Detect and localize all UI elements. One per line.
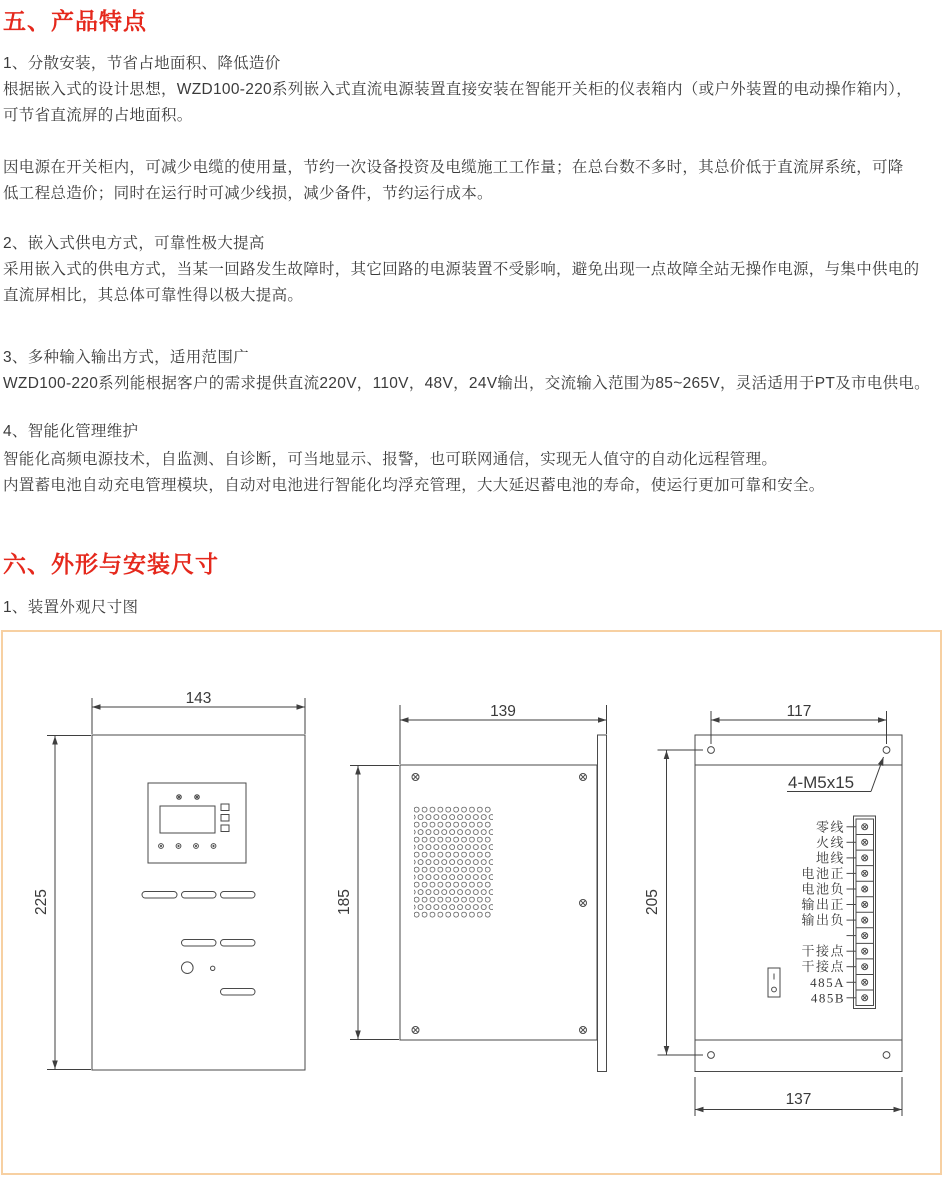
power-switch [768, 968, 780, 997]
panel-button-icon [194, 844, 199, 849]
side-flange-outline [598, 735, 607, 1072]
terminal-label: 干接点 [801, 959, 845, 975]
vent-slot [221, 940, 256, 947]
knob-circle [182, 962, 194, 974]
side-view-drawing [336, 703, 607, 1072]
front-height-dim: 225 [33, 889, 50, 915]
vent-slot [182, 892, 217, 899]
vent-slot [142, 892, 177, 899]
terminal-label: 输出负 [801, 912, 845, 928]
terminal-label: 火线 [815, 834, 845, 850]
vent-slot [221, 989, 256, 996]
back-hole-height-dim: 205 [644, 889, 661, 915]
back-hole-width-dim: 117 [786, 703, 812, 720]
terminal-label: 485A [810, 974, 845, 990]
panel-button-icon [176, 844, 181, 849]
vent-slot [182, 940, 217, 947]
led-indicator-icon [177, 795, 182, 800]
feature2-line1: 采用嵌入式的供电方式，当某一回路发生故障时，其它回路的电源装置不受影响，避免出现一点故障全站无操作电源，与集中供电的 [3, 261, 920, 278]
terminal-screw-icon [862, 995, 868, 1001]
front-view-drawing [33, 690, 305, 1070]
feature1-line2: 可节省直流屏的占地面积。 [3, 107, 193, 124]
screw-spec-callout [787, 757, 884, 792]
vent-slot [221, 892, 256, 899]
terminal-screw-icon [862, 870, 868, 876]
front-width-dim: 143 [185, 690, 212, 707]
case-screw-icon [580, 1027, 587, 1034]
terminal-label: 485B [810, 990, 845, 1006]
section5-title: 五、产品特点 [3, 8, 147, 34]
terminal-screw-icon [862, 933, 868, 939]
case-screw-icon [580, 774, 587, 781]
lcd-screen [160, 806, 215, 833]
front-panel-outline [92, 735, 305, 1070]
terminal-screw-icon [862, 886, 868, 892]
dimension-drawings [0, 630, 945, 1179]
vent-hole-grid [414, 806, 493, 919]
terminal-label: 干接点 [801, 943, 845, 959]
terminal-label: 地线 [815, 850, 845, 866]
feature1-heading: 1、分散安装，节省占地面积、降低造价 [3, 55, 281, 72]
panel-button-icon [159, 844, 164, 849]
feature2-heading: 2、嵌入式供电方式，可靠性极大提高 [3, 235, 265, 252]
feature3-heading: 3、多种输入输出方式，适用范围广 [3, 349, 249, 366]
led-indicator-icon [195, 795, 200, 800]
case-screw-icon [412, 774, 419, 781]
mount-hole [883, 1052, 890, 1059]
terminal-label: 电池正 [801, 865, 845, 881]
feature4-line1: 智能化高频电源技术，自监测、自诊断，可当地显示、报警，也可联网通信，实现无人值守的自动化远程管理。 [3, 451, 778, 468]
feature1-line1: 根据嵌入式的设计思想，WZD100-220系列嵌入式直流电源装置直接安装在智能开关柜的仪表箱内（或户外装置的电动操作箱内）， [3, 81, 913, 98]
feature2-line2: 直流屏相比，其总体可靠性得以极大提高。 [3, 287, 304, 304]
feature4-heading: 4、智能化管理维护 [3, 423, 139, 440]
small-led-circle [211, 966, 215, 970]
feature4-line2: 内置蓄电池自动充电管理模块，自动对电池进行智能化均浮充管理，大大延迟蓄电池的寿命，使运行更加可靠和安全。 [3, 477, 825, 494]
terminal-screw-icon [862, 902, 868, 908]
terminal-screw-icon [862, 964, 868, 970]
back-view-drawing [644, 703, 902, 1116]
section6-subtitle: 1、装置外观尺寸图 [3, 599, 139, 616]
feature1-line4: 低工程总造价；同时在运行时可减少线损，减少备件，节约运行成本。 [3, 185, 493, 202]
terminal-screw-icon [862, 855, 868, 861]
screw-spec-label: 4-M5x15 [788, 773, 855, 792]
terminal-screw-icon [862, 979, 868, 985]
mount-hole [708, 747, 715, 754]
back-bottom-width-dim: 137 [785, 1091, 812, 1108]
case-screw-icon [412, 1027, 419, 1034]
feature3-line1: WZD100-220系列能根据客户的需求提供直流220V，110V，48V，24V输出，交流输入范围为85~265V，灵活适用于PT及市电供电。 [3, 375, 930, 392]
feature1-line3: 因电源在开关柜内，可减少电缆的使用量，节约一次设备投资及电缆施工工作量；在总台数不多时，其总价低于直流屏系统，可降 [3, 159, 904, 176]
side-width-dim: 139 [490, 703, 516, 720]
terminal-screw-icon [862, 917, 868, 923]
terminal-screw-icon [862, 824, 868, 830]
mount-hole [708, 1052, 715, 1059]
terminal-label: 零线 [815, 819, 845, 835]
terminal-screw-icon [862, 948, 868, 954]
terminal-label: 电池负 [801, 881, 845, 897]
terminal-label: 输出正 [801, 897, 845, 912]
indicator-window [221, 815, 229, 822]
panel-button-icon [211, 844, 216, 849]
terminal-block [801, 816, 875, 1009]
case-screw-icon [580, 900, 587, 907]
indicator-window [221, 804, 229, 811]
side-height-dim: 185 [336, 889, 353, 915]
section6-title: 六、外形与安装尺寸 [3, 551, 219, 577]
mount-hole [883, 747, 890, 754]
indicator-window [221, 825, 229, 832]
terminal-screw-icon [862, 839, 868, 845]
